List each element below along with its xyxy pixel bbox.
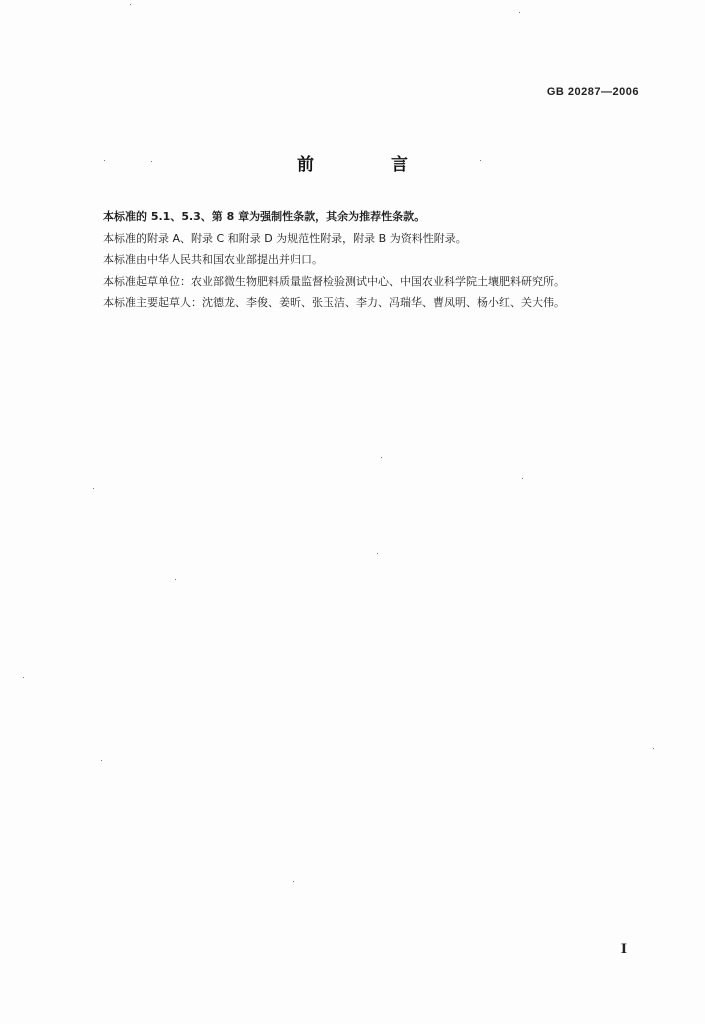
scan-speck bbox=[293, 881, 294, 882]
scan-speck bbox=[151, 161, 152, 162]
page-number: I bbox=[620, 942, 627, 957]
foreword-paragraph: 本标准起草单位：农业部微生物肥料质量监督检验测试中心、中国农业科学院土壤肥料研究所。 bbox=[103, 274, 565, 288]
scan-speck bbox=[653, 748, 654, 749]
standard-code: GB 20287—2006 bbox=[546, 86, 639, 98]
scan-speck bbox=[130, 4, 131, 5]
foreword-paragraph: 本标准由中华人民共和国农业部提出并归口。 bbox=[103, 253, 323, 266]
section-title: 前 言 bbox=[297, 155, 438, 175]
scan-speck bbox=[175, 579, 176, 580]
foreword-paragraph: 本标准的附录 A、附录 C 和附录 D 为规范性附录，附录 B 为资料性附录。 bbox=[103, 231, 467, 245]
foreword-body bbox=[103, 206, 643, 314]
scan-speck bbox=[93, 488, 94, 489]
scan-speck bbox=[522, 478, 523, 479]
foreword-paragraph: 本标准主要起草人：沈德龙、李俊、姜昕、张玉洁、李力、冯瑞华、曹凤明、杨小红、关大伟。 bbox=[103, 296, 565, 309]
scan-speck bbox=[480, 160, 481, 161]
scan-speck bbox=[101, 760, 102, 761]
scan-speck bbox=[519, 12, 520, 13]
scan-speck bbox=[23, 677, 24, 678]
foreword-paragraph: 本标准的 5.1、5.3、第 8 章为强制性条款，其余为推荐性条款。 bbox=[103, 210, 426, 223]
scan-speck bbox=[381, 457, 382, 458]
scan-speck bbox=[377, 553, 378, 554]
scan-speck bbox=[104, 160, 105, 161]
